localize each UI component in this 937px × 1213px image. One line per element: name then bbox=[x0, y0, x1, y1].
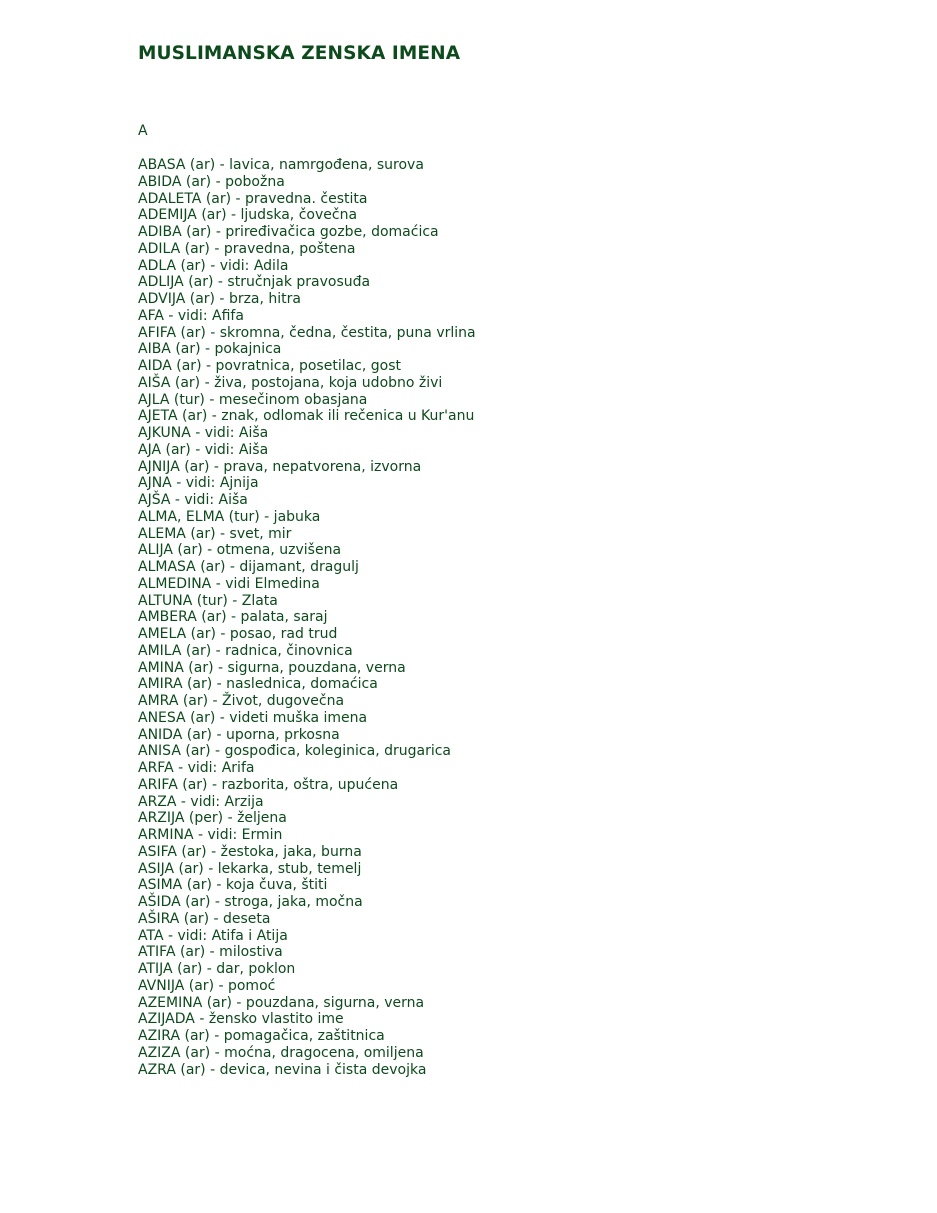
name-entry: ATIFA (ar) - milostiva bbox=[138, 944, 283, 961]
name-entry: AJLA (tur) - mesečinom obasjana bbox=[138, 391, 368, 408]
name-entry: AJŠA - vidi: Aiša bbox=[138, 492, 248, 508]
name-entry: ADLIJA (ar) - stručnjak pravosuđa bbox=[138, 274, 371, 291]
name-entry: AIDA (ar) - povratnica, posetilac, gost bbox=[138, 358, 402, 374]
name-entry: ADEMIJA (ar) - ljudska, čovečna bbox=[138, 207, 358, 224]
name-entry: ADILA (ar) - pravedna, poštena bbox=[138, 240, 356, 257]
name-list bbox=[138, 157, 476, 1078]
name-entry: ARZIJA (per) - željena bbox=[138, 810, 287, 827]
name-entry: AJNIJA (ar) - prava, nepatvorena, izvorna bbox=[138, 458, 422, 475]
name-entry: ALIJA (ar) - otmena, uzvišena bbox=[138, 542, 342, 559]
name-entry: AMIRA (ar) - naslednica, domaćica bbox=[138, 676, 378, 693]
name-entry: AJETA (ar) - znak, odlomak ili rečenica u Kur'anu bbox=[138, 408, 475, 425]
name-entry: AMBERA (ar) - palata, saraj bbox=[138, 609, 328, 626]
name-entry: AŠIRA (ar) - deseta bbox=[138, 910, 271, 927]
name-entry: AFA - vidi: Afifa bbox=[138, 307, 244, 324]
name-entry: AJNA - vidi: Ajnija bbox=[138, 475, 259, 492]
page-title: MUSLIMANSKA ZENSKA IMENA bbox=[138, 43, 461, 64]
name-entry: AZIZA (ar) - moćna, dragocena, omiljena bbox=[138, 1044, 424, 1061]
name-entry: AIBA (ar) - pokajnica bbox=[138, 341, 282, 358]
name-entry: AZIJADA - žensko vlastito ime bbox=[138, 1011, 344, 1028]
section-letter: A bbox=[138, 123, 148, 139]
name-entry: ARFA - vidi: Arifa bbox=[138, 760, 255, 776]
name-entry: ANIDA (ar) - uporna, prkosna bbox=[138, 726, 340, 743]
name-entry: ANISA (ar) - gospođica, koleginica, drugarica bbox=[138, 743, 452, 760]
name-entry: ARIFA (ar) - razborita, oštra, upućena bbox=[138, 776, 399, 793]
name-entry: AMILA (ar) - radnica, činovnica bbox=[138, 642, 353, 659]
name-entry: AZEMINA (ar) - pouzdana, sigurna, verna bbox=[138, 994, 425, 1011]
name-entry: ARZA - vidi: Arzija bbox=[138, 793, 264, 810]
name-entry: AJKUNA - vidi: Aiša bbox=[138, 425, 269, 441]
name-entry: ARMINA - vidi: Ermin bbox=[138, 827, 283, 843]
name-entry: AZIRA (ar) - pomagačica, zaštitnica bbox=[138, 1028, 385, 1044]
name-entry: AMELA (ar) - posao, rad trud bbox=[138, 626, 338, 642]
name-entry: ATA - vidi: Atifa i Atija bbox=[138, 927, 288, 944]
name-entry: AZRA (ar) - devica, nevina i čista devojka bbox=[138, 1061, 427, 1078]
name-entry: AŠIDA (ar) - stroga, jaka, močna bbox=[138, 894, 363, 910]
name-entry: AFIFA (ar) - skromna, čedna, čestita, puna vrlina bbox=[138, 324, 476, 341]
name-entry: ADLA (ar) - vidi: Adila bbox=[138, 257, 289, 274]
name-entry: ABIDA (ar) - pobožna bbox=[138, 173, 285, 190]
name-entry: AIŠA (ar) - živa, postojana, koja udobno živi bbox=[138, 374, 443, 391]
name-entry: ABASA (ar) - lavica, namrgođena, surova bbox=[138, 157, 424, 173]
name-entry: ASIMA (ar) - koja čuva, štiti bbox=[138, 877, 328, 894]
name-entry: ADVIJA (ar) - brza, hitra bbox=[138, 291, 301, 307]
name-entry: ASIJA (ar) - lekarka, stub, temelj bbox=[138, 860, 362, 877]
name-entry: AJA (ar) - vidi: Aiša bbox=[138, 441, 269, 458]
name-entry: ALMASA (ar) - dijamant, dragulj bbox=[138, 559, 359, 575]
name-entry: AMRA (ar) - Život, dugovečna bbox=[138, 693, 345, 709]
name-entry: ALEMA (ar) - svet, mir bbox=[138, 525, 292, 542]
name-entry: ALMEDINA - vidi Elmedina bbox=[138, 575, 320, 592]
name-entry: ADIBA (ar) - priređivačica gozbe, domaćica bbox=[138, 224, 439, 240]
name-entry: ANESA (ar) - videti muška imena bbox=[138, 709, 368, 726]
name-entry: ALMA, ELMA (tur) - jabuka bbox=[138, 508, 321, 525]
name-entry: AMINA (ar) - sigurna, pouzdana, verna bbox=[138, 659, 406, 676]
name-entry: ADALETA (ar) - pravedna. čestita bbox=[138, 190, 368, 207]
name-entry: AVNIJA (ar) - pomoć bbox=[138, 977, 276, 994]
name-entry: ALTUNA (tur) - Zlata bbox=[138, 592, 278, 609]
name-entry: ASIFA (ar) - žestoka, jaka, burna bbox=[138, 843, 362, 860]
name-entry: ATIJA (ar) - dar, poklon bbox=[138, 961, 296, 977]
